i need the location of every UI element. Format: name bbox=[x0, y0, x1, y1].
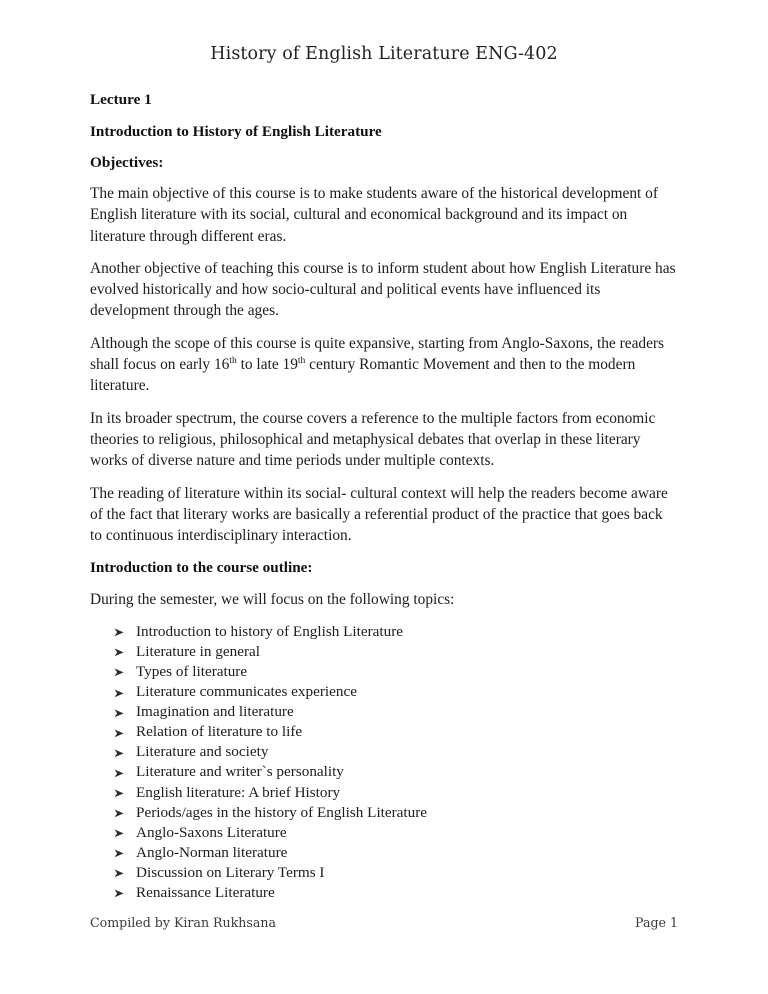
list-item bbox=[90, 622, 678, 642]
lecture-label: Lecture 1 bbox=[90, 91, 152, 108]
list-item-label: Anglo-Norman literature bbox=[136, 843, 288, 861]
objective-paragraph-2: Another objective of teaching this course is to inform student about how English Literature has evolved historically and how socio-cultural and political events have influenced its development through the ages. bbox=[90, 259, 676, 320]
outline-heading: Introduction to the course outline: bbox=[90, 559, 313, 577]
list-item bbox=[90, 783, 678, 803]
footer-page-number: Page 1 bbox=[635, 915, 678, 930]
footer-compiled-by: Compiled by Kiran Rukhsana bbox=[90, 915, 276, 930]
list-item-label: Literature and writer`s personality bbox=[136, 763, 344, 781]
scope-text-part-2: to late 19 bbox=[236, 356, 298, 374]
list-item bbox=[90, 823, 678, 843]
objective-paragraph-3: In its broader spectrum, the course covers a reference to the multiple factors from economic theories to religious, philosophical and metaphysical debates that overlap in these literary works of diverse nature and time periods under multiple contexts. bbox=[90, 409, 656, 470]
list-item-label: Discussion on Literary Terms I bbox=[136, 863, 325, 881]
list-item-label: Renaissance Literature bbox=[136, 883, 275, 901]
scope-superscript-2: th bbox=[297, 354, 306, 366]
document-body bbox=[90, 89, 678, 903]
page-title: History of English Literature ENG-402 bbox=[210, 44, 558, 64]
list-item bbox=[90, 863, 678, 883]
list-item bbox=[90, 843, 678, 863]
arrowhead-bullet-icon bbox=[114, 762, 128, 778]
list-item-label: Relation of literature to life bbox=[136, 723, 303, 741]
list-item bbox=[90, 682, 678, 702]
list-item bbox=[90, 762, 678, 782]
arrowhead-bullet-icon bbox=[114, 863, 128, 879]
list-item bbox=[90, 662, 678, 682]
list-item bbox=[90, 742, 678, 762]
arrowhead-bullet-icon bbox=[114, 883, 128, 899]
list-item-label: Periods/ages in the history of English Literature bbox=[136, 803, 428, 821]
section-heading: Introduction to History of English Literature bbox=[90, 123, 382, 140]
scope-text-part-3: century Romantic Movement and then to the modern literature. bbox=[90, 356, 636, 395]
list-item bbox=[90, 803, 678, 823]
arrowhead-bullet-icon bbox=[114, 662, 128, 678]
outline-intro-text: During the semester, we will focus on the following topics: bbox=[90, 591, 455, 609]
list-item-label: Literature and society bbox=[136, 743, 269, 761]
list-item-label: Literature communicates experience bbox=[136, 683, 357, 701]
arrowhead-bullet-icon bbox=[114, 783, 128, 799]
arrowhead-bullet-icon bbox=[114, 682, 128, 698]
scope-text-part-1: Although the scope of this course is quite expansive, starting from Anglo-Saxons, the readers shall focus on early 16 bbox=[90, 334, 665, 374]
objective-paragraph-4: The reading of literature within its social- cultural context will help the readers become aware of the fact that literary works are basically a referential product of the practice that goes back to continuous interdisciplinary interaction. bbox=[90, 484, 668, 545]
arrowhead-bullet-icon bbox=[114, 642, 128, 658]
page-footer bbox=[90, 915, 678, 930]
arrowhead-bullet-icon bbox=[114, 702, 128, 718]
list-item bbox=[90, 642, 678, 662]
arrowhead-bullet-icon bbox=[114, 742, 128, 758]
objective-paragraph-1: The main objective of this course is to make students aware of the historical development of English literature with its social, cultural and economical background and its impact on literature through different eras. bbox=[90, 185, 659, 245]
list-item-label: Literature in general bbox=[136, 642, 260, 660]
arrowhead-bullet-icon bbox=[114, 843, 128, 859]
list-item bbox=[90, 722, 678, 742]
list-item-label: English literature: A brief History bbox=[136, 783, 341, 801]
list-item bbox=[90, 883, 678, 903]
list-item-label: Introduction to history of English Literature bbox=[136, 622, 403, 640]
list-item-label: Anglo-Saxons Literature bbox=[136, 823, 287, 841]
scope-superscript-1: th bbox=[229, 354, 237, 366]
scope-paragraph bbox=[90, 333, 678, 397]
arrowhead-bullet-icon bbox=[114, 803, 128, 819]
objectives-heading: Objectives: bbox=[90, 154, 164, 171]
course-topics-list bbox=[90, 622, 678, 903]
list-item bbox=[90, 702, 678, 722]
arrowhead-bullet-icon bbox=[114, 622, 128, 638]
arrowhead-bullet-icon bbox=[114, 823, 128, 839]
arrowhead-bullet-icon bbox=[114, 722, 128, 738]
list-item-label: Imagination and literature bbox=[136, 703, 294, 721]
list-item-label: Types of literature bbox=[136, 662, 248, 680]
